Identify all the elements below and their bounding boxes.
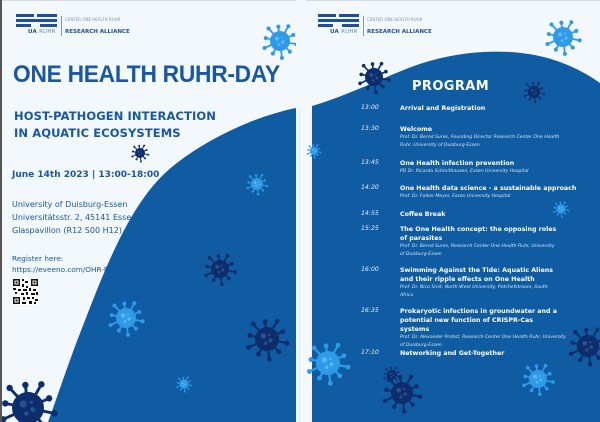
venue-line-3: Glaspavillon (R12 S00 H12) bbox=[12, 226, 122, 235]
event-subtitle bbox=[14, 108, 216, 142]
program-time: 15:25 bbox=[361, 225, 379, 232]
program-session-title: Swimming Against the Tide: Aquatic Aliens and their ripple effects on One Health bbox=[400, 267, 553, 283]
program-speaker: PD Dr. Ricarda Schmithausen, Essen University Hospital bbox=[400, 169, 529, 174]
panel-gap bbox=[296, 0, 306, 422]
program-time: 16:35 bbox=[361, 307, 379, 314]
virus-icon bbox=[307, 144, 322, 158]
event-date: June 14th 2023 | 13:00-18:00 bbox=[12, 170, 160, 180]
program-speaker: Prof. Dr. Bernd Sures, Research Center One Health Ruhr, University of Duisburg-Essen bbox=[400, 244, 555, 257]
virus-icon bbox=[204, 254, 237, 286]
event-venue bbox=[12, 198, 136, 237]
virus-icon bbox=[383, 375, 423, 414]
ua-ruhr-logo bbox=[318, 14, 438, 38]
flyer-front-panel bbox=[2, 1, 296, 422]
subtitle-line-2: IN AQUATIC ECOSYSTEMS bbox=[14, 126, 181, 140]
virus-icon bbox=[524, 82, 546, 103]
program-speaker: Prof. Dr. Folker Meyer, Essen University Hospital bbox=[400, 194, 511, 199]
logo-center-text: CENTER ONE HEALTH RUHR bbox=[65, 17, 121, 22]
program-time: 16:00 bbox=[361, 266, 379, 273]
logo-center-text: CENTER ONE HEALTH RUHR bbox=[367, 17, 423, 22]
virus-icon bbox=[131, 145, 149, 163]
register-label: Register here: bbox=[12, 254, 64, 263]
virus-icon bbox=[246, 319, 289, 362]
virus-icon bbox=[307, 343, 350, 386]
virus-icon bbox=[546, 20, 582, 56]
qr-code-icon[interactable] bbox=[12, 278, 39, 305]
virus-icon bbox=[522, 364, 555, 396]
program-time: 14:55 bbox=[361, 210, 379, 217]
logo-mark-icon bbox=[16, 14, 58, 28]
program-panel bbox=[306, 1, 600, 422]
register-link[interactable]: https://eveeno.com/OHR-Day bbox=[12, 265, 119, 274]
program-session-title: Arrival and Registration bbox=[400, 105, 486, 112]
program-session-title: Coffee Break bbox=[400, 211, 446, 218]
panel-divider bbox=[299, 108, 300, 422]
program-time: 17:10 bbox=[361, 349, 379, 356]
program-speaker: Prof. Dr. Alexander Probst, Research Center One Health Ruhr, University of Duisburg-Essen bbox=[400, 335, 566, 348]
logo-research-text: RESEARCH ALLIANCE bbox=[367, 28, 432, 35]
subtitle-line-1: HOST-PATHOGEN INTERACTION bbox=[14, 109, 216, 123]
program-session-title: One Health data science - a sustainable approach bbox=[400, 185, 577, 192]
program-session-title: Prokaryotic infections in groundwater and a potential new function of CRISPR-Cas systems bbox=[400, 308, 557, 333]
event-title: ONE HEALTH RUHR-DAY bbox=[13, 61, 280, 88]
program-session-title: One Health infection prevention bbox=[400, 160, 515, 167]
registration-info bbox=[12, 253, 118, 275]
program-session-title: The One Health concept: the opposing roles of parasites bbox=[400, 226, 557, 242]
logo-ua-ruhr: UA RUHR bbox=[330, 29, 358, 35]
program-time: 14:20 bbox=[361, 184, 379, 191]
ua-ruhr-logo bbox=[16, 14, 136, 38]
program-heading: PROGRAM bbox=[412, 79, 490, 94]
logo-mark-icon bbox=[318, 14, 360, 28]
venue-line-2: Universitätsstr. 2, 45141 Essen bbox=[12, 213, 137, 222]
logo-research-text: RESEARCH ALLIANCE bbox=[65, 28, 130, 35]
virus-icon bbox=[176, 376, 192, 392]
virus-icon bbox=[247, 174, 269, 195]
virus-icon bbox=[2, 381, 58, 422]
virus-icon bbox=[358, 62, 391, 94]
program-time: 13:45 bbox=[361, 159, 379, 166]
program-session-title: Networking and Get-Together bbox=[400, 350, 505, 357]
program-time: 13:00 bbox=[361, 104, 379, 111]
logo-ua-ruhr: UA RUHR bbox=[28, 29, 56, 35]
program-time: 13:30 bbox=[361, 125, 379, 132]
logo-divider bbox=[363, 16, 364, 36]
virus-icon bbox=[109, 301, 145, 337]
venue-line-1: University of Duisburg-Essen bbox=[12, 200, 128, 209]
program-speaker: Prof. Dr. Bernd Sures, Founding Director Research Center One Health Ruhr, University of Duisburg-Essen bbox=[400, 135, 560, 148]
program-session-title: Welcome bbox=[400, 126, 433, 133]
program-speaker: Prof. Dr. Nico Smit, North-West University, Potchefstroom, South Africa bbox=[400, 285, 548, 298]
virus-icon bbox=[263, 24, 296, 60]
logo-divider bbox=[61, 16, 62, 36]
